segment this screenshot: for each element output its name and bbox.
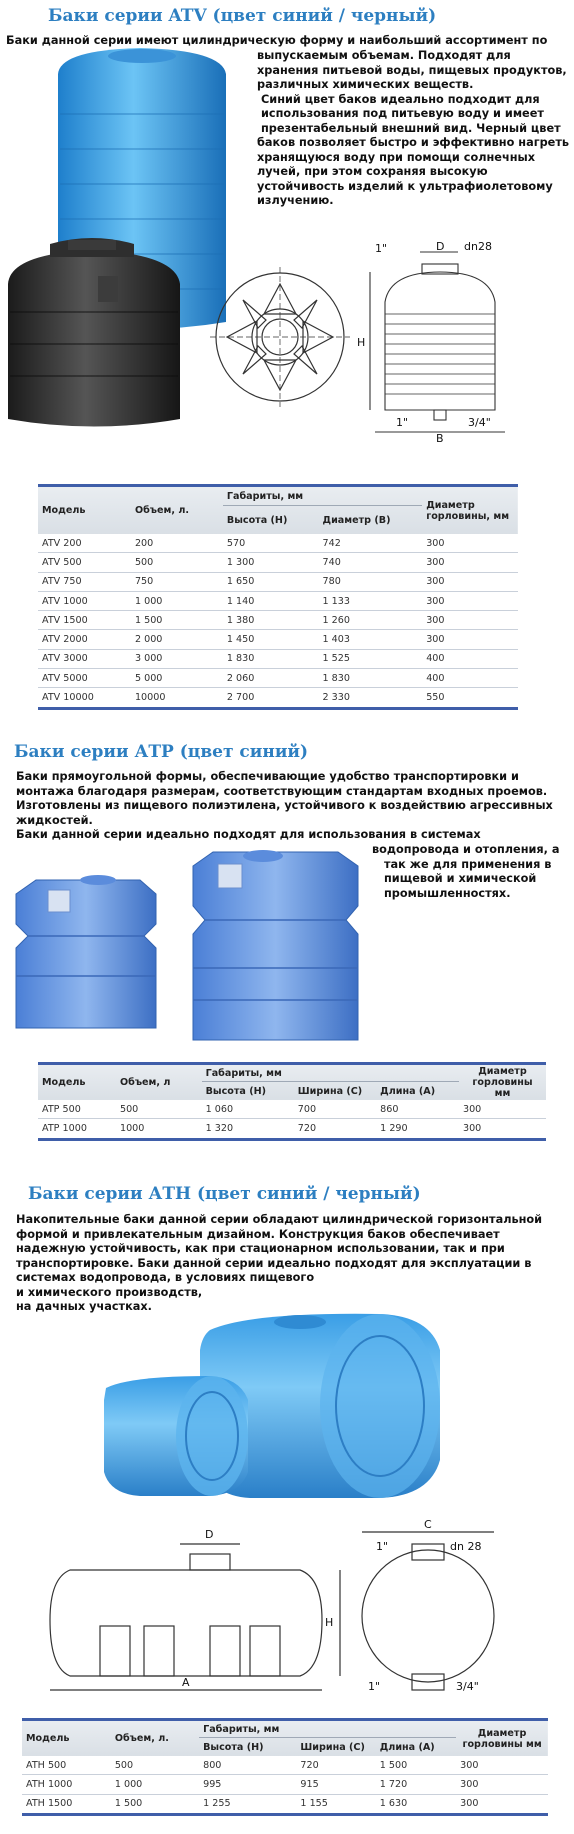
atv-table-row — [38, 669, 518, 688]
atv-table-cell: 300 — [422, 591, 518, 610]
atp-table-cell: ATP 1000 — [38, 1119, 116, 1139]
atp-side-line: так же для применения в — [384, 857, 552, 871]
atv-line: баков позволяет быстро и эффективно нагреть — [257, 136, 570, 149]
atv-table-cell: 300 — [422, 611, 518, 630]
atp-table-cell: 1000 — [116, 1119, 202, 1139]
ath-col-height: Высота (H) — [203, 1741, 264, 1753]
atv-dim-1inch: 1" — [375, 242, 388, 255]
atv-table-cell: 300 — [422, 553, 518, 572]
atv-col-dims: Габариты, мм — [223, 486, 422, 506]
atp-line: Изготовлены из пищевого полиэтилена, устойчивого к воздействию агрессивных — [16, 799, 553, 812]
atp-col-volume: Объем, л — [116, 1064, 202, 1101]
atv-col-diameter: Диаметр (B) — [322, 514, 391, 526]
atv-table-cell: 742 — [319, 534, 423, 553]
ath-dim-34inch: 3/4" — [456, 1680, 479, 1693]
atv-table-cell: 300 — [422, 572, 518, 591]
atv-table-cell: 500 — [131, 553, 223, 572]
atv-table-cell: ATV 200 — [38, 534, 131, 553]
atp-col-model: Модель — [38, 1064, 116, 1101]
atv-table-cell: 200 — [131, 534, 223, 553]
atv-dim-dn: dn28 — [464, 240, 492, 253]
ath-line: на дачных участках. — [16, 1300, 152, 1313]
ath-dim-1inch-bottom: 1" — [368, 1680, 381, 1693]
atv-table-cell: 1 380 — [223, 611, 319, 630]
atv-line: использования под питьевую воду и имеет — [261, 107, 544, 120]
atp-line: Баки прямоугольной формы, обеспечивающие удобство транспортировки и — [16, 770, 519, 783]
atv-table-cell: 740 — [319, 553, 423, 572]
atp-spec-table — [38, 1062, 546, 1141]
atv-dim-1inch-bottom: 1" — [396, 416, 409, 429]
atp-table-cell: 300 — [459, 1100, 546, 1119]
atv-table-cell: 2 060 — [223, 669, 319, 688]
atv-dim-34inch: 3/4" — [468, 416, 491, 429]
atp-col-length: Длина (A) — [380, 1085, 436, 1097]
atv-table-cell: ATV 1000 — [38, 591, 131, 610]
atv-dim-h: H — [357, 336, 366, 349]
atv-top-view — [210, 267, 350, 407]
atp-table-row — [38, 1100, 546, 1119]
ath-side-view — [50, 1544, 340, 1690]
atp-side-line: пищевой и химической — [384, 872, 537, 885]
ath-table-cell: 915 — [296, 1775, 375, 1794]
ath-table-body — [22, 1756, 548, 1814]
atp-tank-large — [193, 850, 358, 1040]
atp-side-line: водопровода и отопления, а — [372, 843, 560, 856]
atv-table-cell: 1 000 — [131, 591, 223, 610]
ath-table-cell: 1 720 — [376, 1775, 456, 1794]
atv-table-cell: 570 — [223, 534, 319, 553]
atv-spec-table — [38, 484, 518, 710]
ath-line: формой и привлекательным дизайном. Конструкция баков обеспечивает — [16, 1227, 500, 1241]
atp-table-cell: 860 — [376, 1100, 459, 1119]
ath-table-cell: 1 000 — [111, 1775, 199, 1794]
atv-table-cell: 780 — [319, 572, 423, 591]
atv-table-row — [38, 611, 518, 630]
atv-dim-d: D — [436, 240, 445, 253]
ath-dim-h: H — [325, 1616, 334, 1629]
ath-table-row — [22, 1756, 548, 1775]
atv-table-cell: 10000 — [131, 688, 223, 708]
atp-col-dims: Габариты, мм — [202, 1064, 459, 1082]
atv-table-cell: 400 — [422, 669, 518, 688]
atv-table-cell: ATV 2000 — [38, 630, 131, 649]
atv-table-row — [38, 591, 518, 610]
ath-table-cell: 1 155 — [296, 1794, 375, 1814]
atv-table-cell: 1 500 — [131, 611, 223, 630]
atp-table-row — [38, 1119, 546, 1139]
ath-dim-dn: dn 28 — [450, 1540, 482, 1553]
ath-dim-d: D — [205, 1528, 214, 1541]
ath-col-width: Ширина (C) — [300, 1741, 365, 1753]
atv-table-body — [38, 534, 518, 708]
ath-line: надежную устойчивость, как при стационарном использовании, так и при — [16, 1242, 505, 1255]
ath-table-cell: 720 — [296, 1756, 375, 1775]
ath-table-row — [22, 1794, 548, 1814]
atv-description-wrap — [257, 49, 569, 209]
atv-drawing — [200, 240, 570, 472]
atp-table-cell: 720 — [294, 1119, 376, 1139]
ath-col-model: Модель — [22, 1720, 111, 1757]
ath-front-view — [362, 1532, 494, 1690]
ath-col-dims: Габариты, мм — [199, 1720, 456, 1738]
atv-table-cell: 3 000 — [131, 649, 223, 668]
ath-title: Баки серии АТН (цвет синий / черный) — [28, 1184, 421, 1204]
atp-line: жидкостей. — [16, 813, 93, 827]
atp-description — [16, 770, 553, 843]
ath-table-cell: ATH 1000 — [22, 1775, 111, 1794]
atv-table-cell: 1 260 — [319, 611, 423, 630]
ath-table-cell: 1 630 — [376, 1794, 456, 1814]
atv-line: Баки данной серии имеют цилиндрическую форму и наибольший ассортимент по — [6, 34, 548, 47]
atp-title: Баки серии АТР (цвет синий) — [14, 742, 309, 762]
atv-table-cell: ATV 10000 — [38, 688, 131, 708]
ath-col-volume: Объем, л. — [111, 1720, 199, 1757]
atv-line: хранящуюся воду при помощи солнечных — [257, 150, 536, 164]
atp-table-cell: 300 — [459, 1119, 546, 1139]
atv-line: лучей, при этом сохраняя высокую — [257, 165, 488, 178]
atv-table-cell: 2 000 — [131, 630, 223, 649]
atv-table-cell: 400 — [422, 649, 518, 668]
atv-table-cell: 2 700 — [223, 688, 319, 708]
atv-table-cell: ATV 500 — [38, 553, 131, 572]
ath-dim-a: A — [182, 1676, 190, 1689]
atv-table-row — [38, 553, 518, 572]
atv-title: Баки серии ATV (цвет синий / черный) — [48, 6, 437, 26]
ath-table-cell: 300 — [456, 1794, 548, 1814]
atp-tanks-image — [8, 850, 368, 1050]
atv-table-cell: ATV 3000 — [38, 649, 131, 668]
ath-dim-1inch: 1" — [376, 1540, 389, 1553]
atp-table-cell: 1 290 — [376, 1119, 459, 1139]
atv-table-cell: 2 330 — [319, 688, 423, 708]
atv-table-cell: 1 650 — [223, 572, 319, 591]
atv-table-cell: 1 830 — [319, 669, 423, 688]
atv-table-cell: 1 450 — [223, 630, 319, 649]
ath-tanks-image — [100, 1300, 560, 1510]
atv-table-cell: 750 — [131, 572, 223, 591]
atv-table-cell: 550 — [422, 688, 518, 708]
atp-col-height: Высота (H) — [205, 1085, 267, 1097]
atv-table-row — [38, 572, 518, 591]
atp-line: Баки данной серии идеально подходят для использования в системах — [16, 828, 481, 841]
atv-table-row — [38, 649, 518, 668]
atp-side-line: промышленностях. — [384, 886, 511, 900]
ath-line: Накопительные баки данной серии обладают цилиндрической горизонтальной — [16, 1213, 543, 1226]
ath-table-cell: 500 — [111, 1756, 199, 1775]
atv-table-cell: 1 133 — [319, 591, 423, 610]
atv-table-cell: 300 — [422, 534, 518, 553]
ath-table-cell: 995 — [199, 1775, 296, 1794]
ath-table-cell: 300 — [456, 1775, 548, 1794]
atv-col-height: Высота (H) — [226, 514, 288, 526]
atv-table-cell: ATV 750 — [38, 572, 131, 591]
atv-table-cell: ATV 1500 — [38, 611, 131, 630]
ath-table-cell: ATH 1500 — [22, 1794, 111, 1814]
atv-table-cell: 300 — [422, 630, 518, 649]
ath-table-cell: 1 500 — [111, 1794, 199, 1814]
atp-col-width: Ширина (C) — [297, 1085, 363, 1097]
atv-col-volume: Объем, л. — [131, 486, 223, 535]
atv-table-row — [38, 630, 518, 649]
atv-dim-b: B — [436, 432, 444, 445]
atp-table-cell: ATP 500 — [38, 1100, 116, 1119]
ath-table-cell: 300 — [456, 1756, 548, 1775]
atv-line: излучению. — [257, 194, 334, 207]
ath-spec-table — [22, 1718, 548, 1816]
atv-line: устойчивость изделий к ультрафиолетовому — [257, 179, 553, 193]
atv-line: выпускаемым объемам. Подходят для — [257, 49, 511, 62]
atp-table-cell: 1 060 — [202, 1100, 294, 1119]
ath-line: системах водопровода, в условиях пищевого — [16, 1271, 315, 1284]
atp-table-body — [38, 1100, 546, 1139]
atv-line: различных химических веществ. — [257, 78, 474, 91]
ath-drawing — [40, 1518, 560, 1708]
ath-dim-c: C — [424, 1518, 432, 1531]
ath-col-neck: Диаметр горловины мм — [456, 1720, 548, 1757]
ath-table-cell: 800 — [199, 1756, 296, 1775]
atv-table-row — [38, 534, 518, 553]
atp-table-cell: 700 — [294, 1100, 376, 1119]
atp-tank-small — [16, 875, 156, 1028]
atv-table-cell: ATV 5000 — [38, 669, 131, 688]
atv-col-neck: Диаметр горловины, мм — [422, 486, 518, 535]
ath-table-cell: ATH 500 — [22, 1756, 111, 1775]
atv-table-cell: 5 000 — [131, 669, 223, 688]
atv-table-row — [38, 688, 518, 708]
ath-line: и химического производств, — [16, 1285, 203, 1299]
atp-table-cell: 1 320 — [202, 1119, 294, 1139]
atv-table-cell: 1 525 — [319, 649, 423, 668]
atv-table-cell: 1 830 — [223, 649, 319, 668]
atv-table-cell: 1 140 — [223, 591, 319, 610]
atv-col-model: Модель — [38, 486, 131, 535]
atp-description-side — [372, 843, 560, 901]
atv-table-cell: 1 403 — [319, 630, 423, 649]
atp-col-neck: Диаметр горловины мм — [459, 1064, 546, 1101]
atp-table-cell: 500 — [116, 1100, 202, 1119]
ath-tank-small — [104, 1376, 248, 1496]
ath-table-row — [22, 1775, 548, 1794]
ath-col-length: Длина (A) — [379, 1741, 435, 1753]
atp-line: монтажа благодаря размерам, соответствующим стандартам входных проемов. — [16, 784, 548, 798]
ath-table-cell: 1 500 — [376, 1756, 456, 1775]
atv-side-view — [370, 252, 505, 432]
atv-line: презентабельный внешний вид. Черный цвет — [261, 121, 561, 135]
ath-line: транспортировке. Баки данной серии идеально подходят для эксплуатации в — [16, 1256, 532, 1270]
ath-table-cell: 1 255 — [199, 1794, 296, 1814]
atv-line: хранения питьевой воды, пищевых продуктов, — [257, 63, 567, 77]
atv-line: Синий цвет баков идеально подходит для — [261, 92, 540, 106]
atv-table-cell: 1 300 — [223, 553, 319, 572]
